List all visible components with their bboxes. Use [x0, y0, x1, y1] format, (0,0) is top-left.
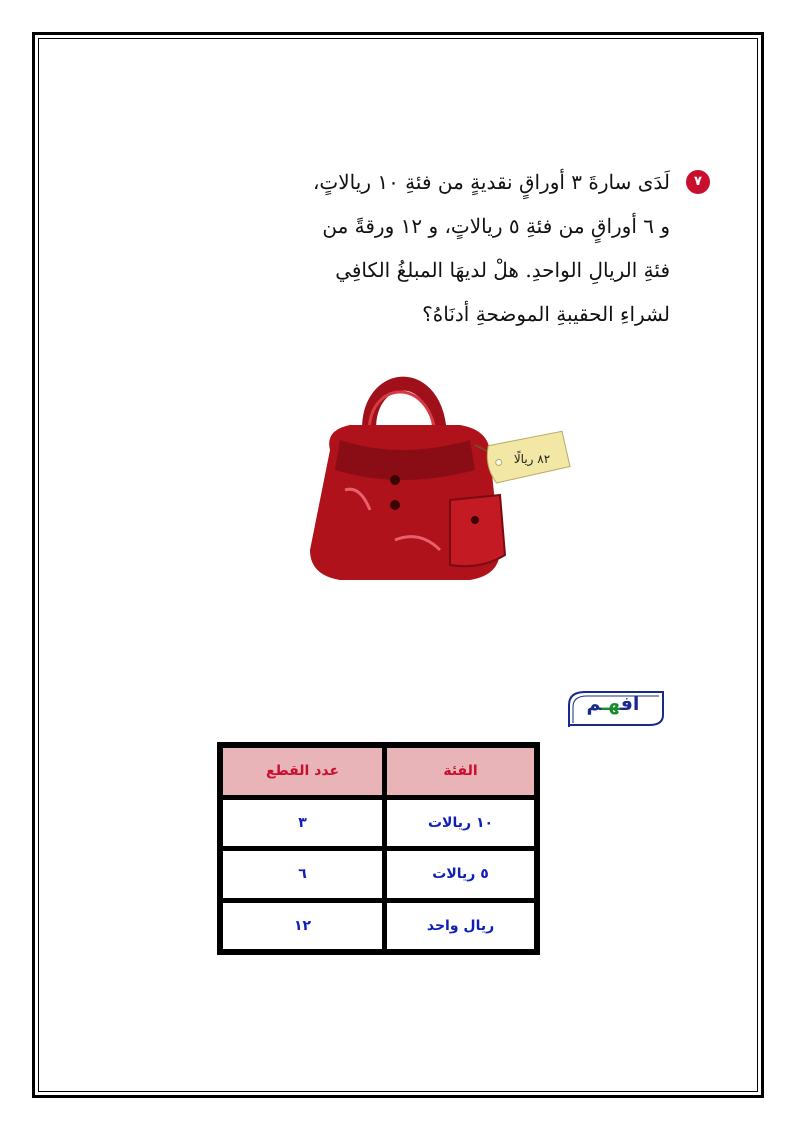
- header-count: عدد القطع: [222, 747, 383, 796]
- word-problem: [180, 160, 702, 336]
- cell-count: ٦: [222, 850, 383, 899]
- problem-number-badge: ٧: [686, 170, 710, 194]
- table-row: [222, 902, 535, 951]
- header-denomination: الفئة: [386, 747, 535, 796]
- afham-label: افهـم: [586, 693, 640, 715]
- problem-line-2: و ٦ أوراقٍ من فئةِ ٥ ريالاتٍ، و ١٢ ورقةً من: [322, 214, 670, 238]
- denomination-table: [217, 742, 540, 955]
- cell-denomination: ٥ ريالات: [386, 850, 535, 899]
- table-header-row: [222, 747, 535, 796]
- price-tag-text: ٨٢ ريالًا: [513, 452, 551, 466]
- handbag-icon: [300, 370, 580, 590]
- afham-section-badge: [563, 689, 667, 729]
- problem-line-1: لَدَى سارةَ ٣ أوراقٍ نقديةٍ من فئةِ ١٠ ريالاتٍ،: [312, 170, 670, 194]
- table-row: [222, 850, 535, 899]
- cell-denomination: ريال واحد: [386, 902, 535, 951]
- cell-count: ٣: [222, 799, 383, 848]
- handbag-illustration: [300, 370, 580, 590]
- cell-count: ١٢: [222, 902, 383, 951]
- cell-denomination: ١٠ ريالات: [386, 799, 535, 848]
- problem-line-4: لشراءِ الحقيبةِ الموضحةِ أدنَاهُ؟: [422, 302, 670, 326]
- problem-line-3: فئةِ الريالِ الواحدِ. هلْ لديهَا المبلغُ الكافِي: [335, 258, 670, 282]
- table-row: [222, 799, 535, 848]
